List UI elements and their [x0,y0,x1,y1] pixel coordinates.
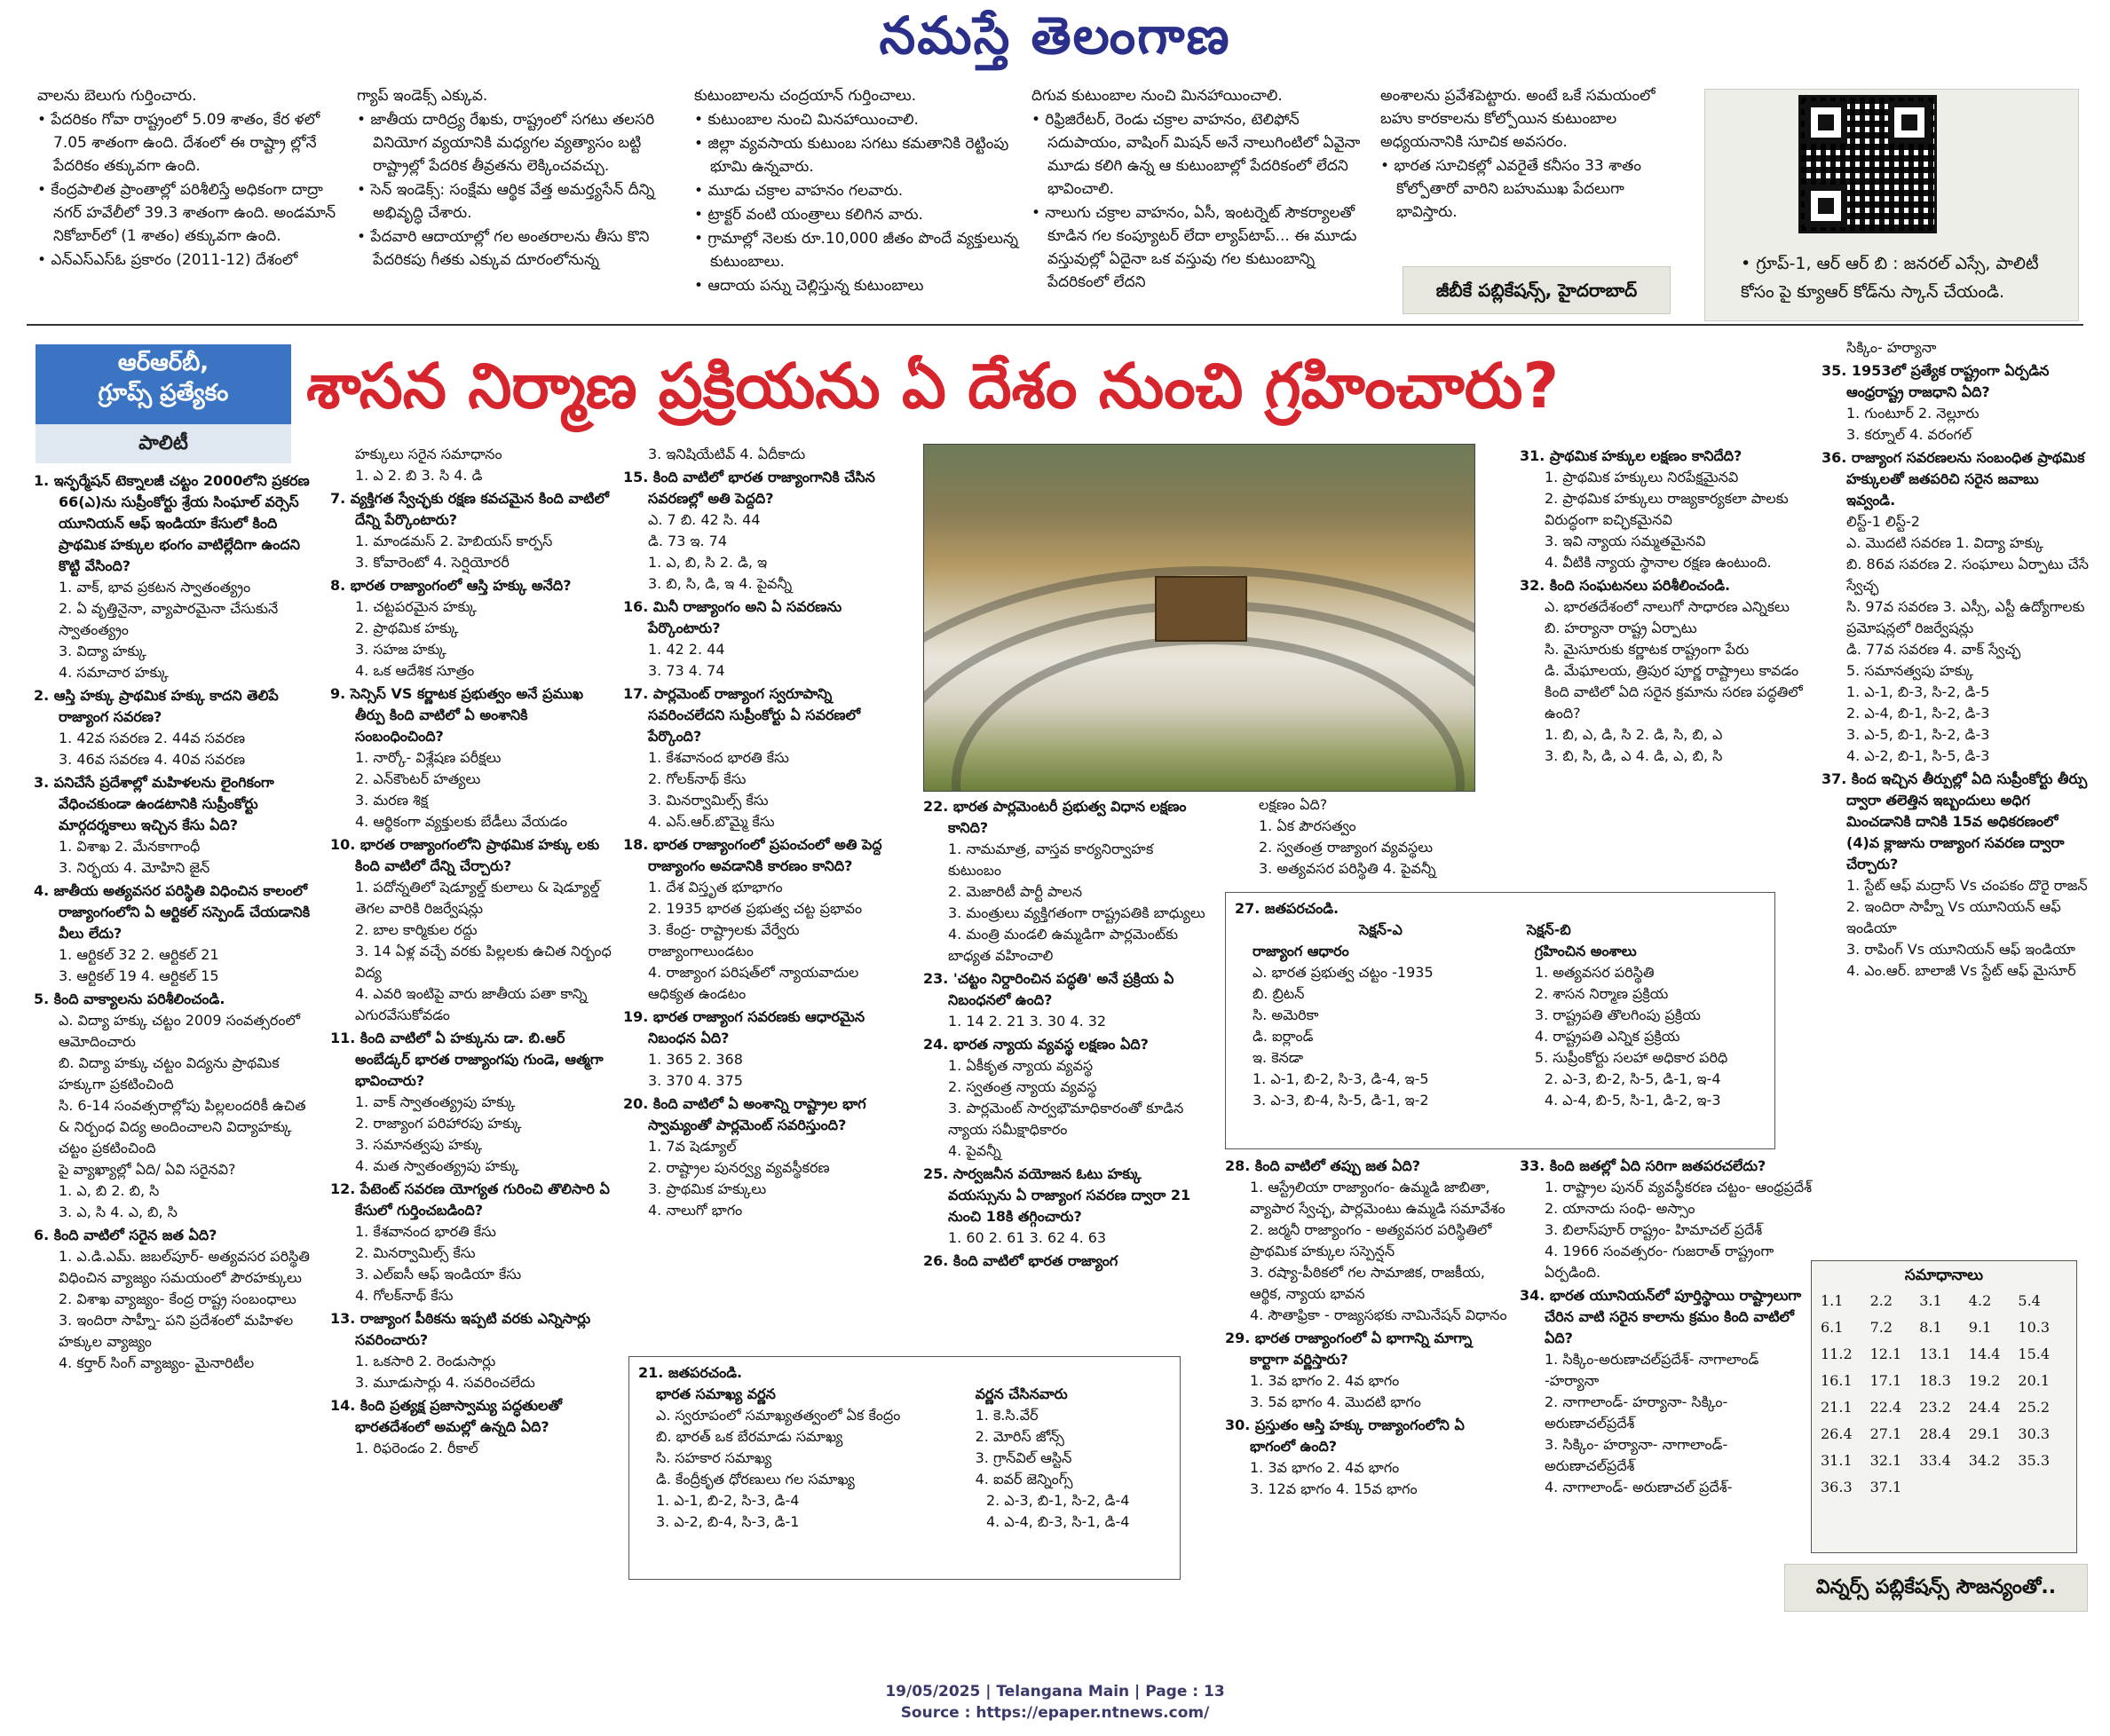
question-text: 35. 1953లో ప్రత్యేక రాష్ట్రంగా ఏర్పడిన ఆంధ్రరాష్ట్ర రాజధాని ఏది? [1822,362,2050,400]
match-left: బి. భారత్ ఒక బేరమాడు సమాఖ్య [656,1428,843,1445]
section-subject: పాలిటీ [36,424,291,463]
questions-column-7 [1822,337,2092,1234]
question-option: 4. ఎస్.ఆర్.బొమ్మై కేసు [648,813,775,830]
question-text: 31. ప్రాథమిక హక్కుల లక్షణం కానిదేది? [1520,447,1743,464]
question-text: 6. కింది వాటిలో సరైన జత ఏది? [34,1227,217,1243]
question-option: 4. పైవన్నీ [948,1142,1001,1159]
answer-item: 3.1 [1919,1292,1942,1309]
question-text: 8. భారత రాజ్యాంగంలో ఆస్తి హక్కు అనేది? [330,577,572,594]
match-answer: 4. ఎ-4, బి-5, సి-1, డి-2, ఇ-3 [1544,1092,1721,1109]
question-option: 3. రాపింగ్ Vs యూనియన్ ఆఫ్ ఇండియా [1846,941,2075,958]
answer-item: 12.1 [1869,1345,1902,1362]
answer-item: 36.3 [1821,1479,1853,1495]
question-option: 5. సమానత్వపు హక్కు [1846,662,1974,679]
question-option: 3. రష్యా-పీఠికలో గల సామాజిక, రాజకీయ, ఆర్థిక, న్యాయ భావన [1250,1264,1485,1302]
question-option: 2. బాల కార్మికుల రద్దు [355,921,478,938]
question-option: డి. మేఘాలయ, త్రిపుర పూర్ణ రాష్ట్రాలు కావడం [1545,662,1799,679]
question-option: 3. కర్నూల్ 4. వరంగల్ [1846,426,1972,443]
question-option: 2. మెజారిటీ పార్టీ పాలన [948,883,1083,900]
page-headline: శాసన నిర్మాణ ప్రక్రియను ఏ దేశం నుంచి గ్రహించారు? [306,350,1560,422]
match-right: 3. రాష్ట్రపతి తొలగింపు ప్రక్రియ [1534,1006,1701,1023]
answer-item: 28.4 [1919,1425,1951,1442]
top-column-5 [1380,84,1682,262]
answers-box [1811,1260,2077,1553]
answer-item: 13.1 [1919,1345,1951,1362]
question-option: 1. ఆస్ట్రేలియా రాజ్యాంగం- ఉమ్మడి జాబితా, వ్యాపార స్వేచ్ఛ, పార్లమెంటు ఉమ్మడి సమావేశం [1250,1179,1505,1217]
question-option: 1. ఎ, బి, సి 2. డి, ఇ [648,554,768,571]
match-answer: 3. ఎ-2, బి-4, సి-3, డి-1 [656,1513,800,1530]
top-paragraph: • గ్రామాల్లో నెలకు రూ.10,000 జీతం పొందే వ్యక్తులున్న కుటుంబాలు. [694,230,1018,271]
question-option: 1. 42 2. 44 [648,641,725,658]
answer-item: 1.1 [1821,1292,1844,1309]
questions-column-5a [1234,794,1500,892]
box21-right-head: వర్ణన చేసినవారు [975,1385,1068,1402]
question-option: 1. కేశవానంద భారతి కేసు [355,1223,496,1240]
question-option: 1. రాష్ట్రాల పునర్ వ్యవస్థీకరణ చట్టం- ఆంధ్రప్రదేశ్ [1545,1179,1812,1195]
question-option: 2. ఇందిరా సాహ్నీ Vs యూనియన్ ఆఫ్ ఇండియా [1846,898,2061,936]
question-option: 3. ఎ-5, బి-1, సి-2, డి-3 [1846,726,1990,743]
question-option: 3. 12వ భాగం 4. 15వ భాగం [1250,1480,1418,1497]
match-answer: 1. ఎ-1, బి-2, సి-3, డి-4, ఇ-5 [1253,1070,1429,1087]
answer-item: 29.1 [1968,1425,2001,1442]
question-option: 2. ఎ-4, బి-1, సి-2, డి-3 [1846,705,1990,722]
answer-item: 24.4 [1968,1399,2001,1416]
question-option: 1. చట్టపరమైన హక్కు [355,598,477,615]
questions-column-3 [623,444,905,1349]
match-answer: 1. ఎ-1, బి-2, సి-3, డి-4 [656,1492,800,1509]
question-text: 30. ప్రస్తుతం ఆస్తి హక్కు రాజ్యాంగంలోని ఏ భాగంలో ఉంది? [1225,1416,1465,1455]
match-right: 5. సుప్రీంకోర్టు సలహా అధికార పరిధి [1534,1049,1728,1066]
questions-column-5b [1225,1154,1509,1598]
question-option: 3. 370 4. 375 [648,1072,743,1089]
match-left: ఇ. కెనడా [1253,1049,1304,1066]
question-option: 1. రిఫరెండం 2. రీకాల్ [355,1440,478,1456]
question-option: 1. ఆర్టికల్ 32 2. ఆర్టికల్ 21 [59,946,219,963]
top-paragraph: గ్యాప్ ఇండెక్స్ ఎక్కువ. [357,87,488,105]
question-text: 33. కింది జతల్లో ఏది సరిగా జతపరచలేదు? [1520,1157,1766,1174]
top-paragraph: • ఆదాయ పన్ను చెల్లిస్తున్న కుటుంబాలు [694,277,924,295]
question-option: 4. మంత్రి మండలి ఉమ్మడిగా పార్లమెంట్‌కు బాధ్యత వహించాలి [948,926,1179,964]
match-right: 3. గ్రాన్‌విల్ ఆస్టిన్ [975,1449,1072,1466]
top-paragraph: • పేదరికం గోవా రాష్ట్రంలో 5.09 శాతం, కేర ళలో 7.05 శాతంగా ఉంది. దేశంలో ఈ రాష్ట్రా ల్లోనే పేదరికం తక్కువగా ఉంది. [37,111,320,175]
answer-item: 35.3 [2018,1452,2051,1469]
answer-item: 8.1 [1919,1319,1942,1336]
box27-right-head: గ్రహించిన అంశాలు [1534,943,1637,959]
question-text: 32. కింది సంఘటనలు పరిశీలించండి. [1520,577,1731,594]
gbk-credit: జీబీకే పబ్లికేషన్స్, హైదరాబాద్ [1403,266,1671,314]
question-option: 4. ఎవరి ఇంటిపై వారు జాతీయ పతా కాన్ని ఎగురవేసుకోవడం [355,985,588,1023]
question-option: 4. వీటికి న్యాయ స్థానాల రక్షణ ఉంటుంది. [1545,554,1772,571]
question-option: 3. ఇనిషియేటివ్ 4. ఏదీకాదు [648,446,806,462]
match-right: 1. కె.సి.వేర్ [975,1407,1039,1424]
question-option: పై వ్యాఖ్యాల్లో ఏది/ ఏవి సరైనవి? [59,1161,236,1178]
question-option: 4. కర్తార్ సింగ్ వ్యాజ్యం- మైనారిటీల [59,1354,255,1371]
top-column-1 [37,84,348,306]
question-option: బి. 86వ సవరణ 2. సంఘాలు ఏర్పాటు చేసే స్వేచ్ఛ [1846,556,2090,594]
question-option: 3. బిలాస్‌పూర్ రాష్ట్రం- హిమాచల్ ప్రదేశ్ [1545,1221,1763,1238]
question-option: 1. దేశ విస్తృత భూభాగం [648,879,783,896]
match-answer: 3. ఎ-3, బి-4, సి-5, డి-1, ఇ-2 [1253,1092,1429,1109]
question-option: 1. మాండమస్ 2. హెబియస్ కార్పస్ [355,533,553,549]
box27-left-head: రాజ్యాంగ ఆధారం [1253,943,1349,959]
question-option: 4. మత స్వాతంత్య్రపు హక్కు [355,1157,519,1174]
question-option: 2. స్వతంత్ర రాజ్యాంగ వ్యవస్థలు [1259,839,1434,856]
question-option: 3. అత్యవసర పరిస్థితి 4. పైవన్నీ [1259,860,1436,877]
top-paragraph: • పేదవారి ఆదాయాల్లో గల అంతరాలను తీసు కొని పేదరికపు గీతకు ఎక్కువ దూరంలోనున్న [357,228,650,269]
question-option: ఎ. విద్యా హక్కు చట్టం 2009 సంవత్సరంలో ఆమోదించారు [59,1012,300,1050]
question-option: 3. ఎ, సి 4. ఎ, బి, సి [59,1203,178,1220]
match-box-21 [628,1356,1181,1580]
question-option: 4. 1966 సంవత్సరం- గుజరాత్ రాష్ట్రంగా ఏర్పడింది. [1545,1243,1774,1281]
answer-item: 4.2 [1968,1292,1992,1309]
questions-column-4 [923,794,1205,1345]
question-option: 2. మినర్వామిల్స్ కేసు [355,1244,476,1261]
question-option: 1. 3వ భాగం 2. 4వ భాగం [1250,1459,1400,1476]
top-paragraph: • మూడు చక్రాల వాహనం గలవారు. [694,182,904,200]
answer-item: 34.2 [1968,1452,2001,1469]
match-right: 4. ఐవర్ జెన్నింగ్స్ [975,1471,1073,1487]
question-option: 1. వాక్ స్వాతంత్య్రపు హక్కు [355,1093,516,1110]
answer-item: 32.1 [1869,1452,1902,1469]
question-option: 2. రాజ్యాంగ పరిహారపు హక్కు [355,1115,522,1132]
question-option: సి. 97వ సవరణ 3. ఎస్సీ, ఎస్టీ ఉద్యోగాలకు ప్రమోషన్లలో రిజర్వేషన్లు [1846,598,2085,636]
top-paragraph: • జాతీయ దారిద్ర్య రేఖకు, రాష్ట్రంలో సగటు తలసరి వినియోగ వ్యయానికి మధ్యగల వ్యత్యాసం బట్టి రాష్ట్రాల్లో పేదరిక తీవ్రతను లెక్కించవచ్చు. [357,111,655,175]
question-option: బి. హర్యానా రాష్ట్ర ఏర్పాటు [1545,619,1697,636]
question-option: 1. బి, ఎ, డి, సి 2. డి, సి, బి, ఎ [1545,726,1723,743]
question-option: 3. కేంద్ర- రాష్ట్రాలకు వేర్వేరు రాజ్యాంగాలుండటం [648,921,800,959]
question-option: 3. ఇవి న్యాయ సమ్మతమైనవి [1545,533,1706,549]
question-option: 2. ఏ వృత్తినైనా, వ్యాపారమైనా చేసుకునే స్వాతంత్య్రం [59,600,279,638]
top-paragraph: • నాలుగు చక్రాల వాహనం, ఏసీ, ఇంటర్నెట్ సౌకర్యాలతో కూడిన గల కంప్యూటర్ లేదా ల్యాప్‌టాప్... ఈ మూడు వస్తువుల్లో ఏదైనా ఒక వస్తువు గల కుటుంబాన్ని పేదరికంలో లేదని [1031,204,1357,291]
question-option: 1. ప్రాథమిక హక్కులు నిరపేక్షమైనవి [1545,469,1739,485]
question-option: 3. 14 ఏళ్ల వచ్చే వరకు పిల్లలకు ఉచిత నిర్బంధ విద్య [355,943,612,981]
question-text: 10. భారత రాజ్యాంగంలోని ప్రాథమిక హక్కు లకు కింది వాటిలో దేన్ని చేర్చారు? [330,836,600,874]
top-paragraph: అంశాలను ప్రవేశపెట్టారు. అంటే ఒకే సమయంలో బహు కారకాలను కోల్పోయిన కుటుంబాల అధ్యయనానికి సూచిక అవసరం. [1380,87,1656,151]
question-option: 4. నాగాలాండ్- అరుణాచల్ ప్రదేశ్- [1545,1479,1733,1495]
question-text: 5. కింది వాక్యాలను పరిశీలించండి. [34,990,225,1007]
match-row [638,1448,1171,1469]
question-text: 29. భారత రాజ్యాంగంలో ఏ భాగాన్ని మాగ్నా కార్టాగా వర్ణిస్తారు? [1225,1330,1473,1368]
match-right: 4. రాష్ట్రపతి ఎన్నిక ప్రక్రియ [1534,1028,1680,1045]
assembly-photo [923,444,1475,792]
question-text: 23. 'చట్టం నిర్దారించిన పద్ధతి' అనే ప్రక్రియ ఏ నిబంధనలో ఉంది? [923,970,1174,1008]
question-option: 2. ప్రాథమిక హక్కులు రాజ్యకార్యకలా పాలకు విరుద్ధంగా ఐచ్ఛికమైనవి [1545,490,1789,528]
box21-left-head: భారత సమాఖ్య వర్ణన [656,1385,776,1402]
question-text: 24. భారత న్యాయ వ్యవస్థ లక్షణం ఏది? [923,1036,1149,1053]
question-option: 1. ఎ-1, బి-3, సి-2, డి-5 [1846,683,1990,700]
top-paragraph: కుటుంబాలను చంద్రయాన్ గుర్తించాలు. [694,87,917,105]
section-tag [36,344,291,424]
top-paragraph: • జిల్లా వ్యవసాయ కుటుంబ సగటు కమతానికి రెట్టింపు భూమి ఉన్నవారు. [694,135,1009,176]
winners-credit: విన్నర్స్ పబ్లికేషన్స్ సౌజన్యంతో.. [1784,1564,2088,1612]
question-option: 4. గోలక్‌నాథ్ కేసు [355,1287,454,1304]
question-text: 17. పార్లమెంట్ రాజ్యాంగ స్వరూపాన్ని సవరించలేదని సుప్రీంకోర్టు ఏ సవరణలో పేర్కొంది? [623,685,861,745]
question-option: 3. ఇందిరా సాహ్నీ- పని ప్రదేశంలో మహిళల హక్కుల వ్యాజ్యం [59,1312,294,1350]
question-option: సి. మైసూరుకు కర్ణాటక రాష్ట్రంగా పేరు [1545,641,1750,658]
top-column-3 [694,84,1023,306]
qr-caption: • గ్రూప్-1, ఆర్ ఆర్ బి : జనరల్ ఎస్సే, పాలిటీ కోసం పై క్యూఆర్ కోడ్‌ను స్కాన్ చేయండి. [1741,254,2039,302]
question-option: 1. కేశవానంద భారతి కేసు [648,749,789,766]
question-text: 16. మినీ రాజ్యాంగం అని ఏ సవరణను పేర్కొంటారు? [623,598,842,636]
question-option: 3. సిక్కిం- హర్యానా- నాగాలాండ్-అరుణాచల్‌ప్రదేశ్ [1545,1436,1728,1474]
question-option: 4. నాలుగో భాగం [648,1202,743,1219]
top-paragraph: దిగువ కుటుంబాల నుంచి మినహాయించాలి. [1031,87,1283,105]
answer-item: 25.2 [2018,1399,2051,1416]
question-option: 1. నామమాత్ర, వాస్తవ కార్యనిర్వాహక కుటుంబం [948,840,1154,879]
answer-item: 14.4 [1968,1345,2001,1362]
question-option: 1. స్టేట్ ఆఫ్ మద్రాస్ Vs చంపకం దొరై రాజన్ [1846,877,2088,894]
answer-item: 17.1 [1869,1372,1902,1389]
question-option: 1. 7వ షెడ్యూల్ [648,1138,737,1155]
section-tag-line1: ఆర్ఆర్‌బీ, [117,350,209,376]
question-option: 3. మంత్రులు వ్యక్తిగతంగా రాష్ట్రపతికి బాధ్యులు [948,904,1205,921]
box27-right-section: సెక్షన్-బి [1526,921,1571,938]
match-row [638,1405,1171,1426]
question-text: 36. రాజ్యాంగ సవరణలను సంబంధిత ప్రాథమిక హక్కులతో జతపరిచి సరైన జవాబు ఇవ్వండి. [1822,449,2085,509]
match-left: ఎ. స్వరూపంలో సమాఖ్యతత్వంలో ఏక కేంద్రం [656,1407,901,1424]
question-text: 14. కింది ప్రత్యక్ష ప్రజాస్వామ్య పద్ధతులతో భారతదేశంలో అమల్లో ఉన్నది ఏది? [330,1397,562,1435]
answer-item: 11.2 [1821,1345,1853,1362]
answer-item: 23.2 [1919,1399,1951,1416]
question-option: 2. రాష్ట్రాల పునర్వ్య వ్యవస్థీకరణ [648,1159,830,1176]
footer-date-line: 19/05/2025 | Telangana Main | Page : 13 [885,1683,1225,1700]
question-option: 3. 73 4. 74 [648,662,725,679]
question-option: 3. నిర్భయ 4. మోహిని జైన్ [59,859,210,876]
question-option: డి. 77వ సవరణ 4. వాక్ స్వేచ్ఛ [1846,641,2021,658]
questions-column-1 [34,469,316,1587]
match-left: సి. అమెరికా [1253,1006,1319,1023]
masthead-title: నమస్తే తెలంగాణ [879,5,1231,66]
top-paragraph: వాలను బెలుగు గుర్తించారు. [37,87,197,105]
section-tag-line2: గ్రూప్స్ ప్రత్యేకం [98,380,229,406]
match-right: 1. అత్యవసర పరిస్థితి [1534,964,1655,981]
question-option: 2. స్వతంత్ర న్యాయ వ్యవస్థ [948,1078,1097,1095]
answer-item: 7.2 [1869,1319,1893,1336]
question-option: 1. 60 2. 61 3. 62 4. 63 [948,1229,1107,1246]
question-text: 34. భారత యూనియన్‌లో పూర్తిస్థాయి రాష్ట్రాలుగా చేరిన వాటి సరైన కాలాను క్రమం కింది వాటిలో ఏది? [1520,1287,1802,1346]
top-paragraph: • ట్రాక్టర్ వంటి యంత్రాలు కలిగిన వారు. [694,206,923,224]
match-right: 2. శాసన నిర్మాణ ప్రక్రియ [1534,985,1669,1002]
answer-item: 10.3 [2018,1319,2051,1336]
answers-title: సమాధానాలు [1904,1266,1984,1284]
question-option: సిక్కిం- హర్యానా [1846,339,1937,356]
question-text: 3. పనిచేసే ప్రదేశాల్లో మహిళలను లైంగికంగా వేధించకుండా ఉండటానికి సుప్రీంకోర్టు మార్గదర్శకాలు ఇచ్చిన కేసు ఏది? [34,774,274,833]
answer-item: 21.1 [1821,1399,1853,1416]
question-text: 18. భారత రాజ్యాంగంలో ప్రపంచంలో అతి పెద్ద రాజ్యాంగం అవడానికి కారణం కానిది? [623,836,882,874]
question-option: 1. నార్కో- విశ్లేషణ పరీక్షలు [355,749,502,766]
match-left: ఎ. భారత ప్రభుత్వ చట్టం -1935 [1253,964,1434,981]
question-option: 1. ఎ 2. బి 3. సి 4. డి [355,467,483,484]
top-column-2 [357,84,685,306]
question-option: 1. ఏకీకృత న్యాయ వ్యవస్థ [948,1057,1094,1074]
question-option: 1. పదోన్నతిలో షెడ్యూల్డ్ కులాలు & షెడ్యూల్డ్ తెగల వారికి రిజర్వేషన్లు [355,879,600,917]
top-paragraph: • సెన్ ఇండెక్స్: సంక్షేమ ఆర్థిక వేత్త అమర్త్యసేన్ దీన్ని అభివృద్ధి చేశారు. [357,181,655,222]
question-text: 25. సార్వజనీన వయోజన ఓటు హక్కు వయస్సును ఏ రాజ్యాంగ సవరణ ద్వారా 21 నుంచి 18కి తగ్గించారు? [923,1165,1191,1225]
questions-column-6 [1520,444,1808,1149]
question-option: 3. 5వ భాగం 4. మొదటి భాగం [1250,1393,1421,1410]
question-option: 2. గోలక్‌నాథ్ కేసు [648,770,747,787]
answer-item: 33.4 [1919,1452,1951,1469]
question-text: 9. సెన్సిస్ VS కర్ణాటక ప్రభుత్వం అనే ప్రముఖ తీర్పు కింది వాటిలో ఏ అంశానికి సంబంధించింది? [330,685,584,745]
match-row [638,1426,1171,1448]
question-option: 3. మూడుసార్లు 4. సవరించలేదు [355,1374,535,1391]
question-option: 1. 14 2. 21 3. 30 4. 32 [948,1013,1107,1030]
match-left: డి. కేంద్రీకృత ధోరణులు గల సమాఖ్య [656,1471,855,1487]
question-option: 1. 365 2. 368 [648,1051,743,1068]
question-option: లక్షణం ఏది? [1259,796,1328,813]
question-option: 4. ఆర్థికంగా వ్యక్తులకు బేడీలు వేయడం [355,813,568,830]
match-answer: 2. ఎ-3, బి-2, సి-5, డి-1, ఇ-4 [1544,1070,1721,1087]
answer-item: 26.4 [1821,1425,1853,1442]
question-option: 3. 46వ సవరణ 4. 40వ సవరణ [59,751,246,768]
question-text: 20. కింది వాటిలో ఏ అంశాన్ని రాష్ట్రాల భాగ స్వామ్యంతో పార్లమెంట్ సవరిస్తుంది? [623,1095,866,1133]
question-option: 3. సహజ హక్కు [355,641,446,658]
question-option: 4. రాజ్యాంగ పరిషత్‌లో న్యాయవాదుల ఆధిక్యత ఉండటం [648,964,859,1002]
question-option: 1. ఏక పౌరసత్వం [1259,817,1356,834]
answer-item: 19.2 [1968,1372,2001,1389]
answer-item: 22.4 [1869,1399,1902,1416]
answer-item: 15.4 [2018,1345,2051,1362]
question-option: 3. పార్లమెంట్ సార్వభౌమాధికారంతో కూడిన న్యాయ సమీక్షాధికారం [948,1100,1184,1138]
question-text: 11. కింది వాటిలో ఏ హక్కును డా. బి.ఆర్ అంబేడ్కర్ భారత రాజ్యాంగపు గుండె, ఆత్మగా భావించారు? [330,1030,604,1089]
top-paragraph: • రిఫ్రిజిరేటర్, రెండు చక్రాల వాహనం, టెలిఫోన్ సదుపాయం, వాషింగ్ మిషన్ అనే నాలుగింటిలో ఏవైనా మూడు కలిగి ఉన్న ఆ కుటుంబాల్లో పేదరికంలో లేదని భావించాలి. [1031,111,1361,198]
question-option: 3. బి, సి, డి, ఎ 4. డి, ఎ, బి, సి [1545,747,1723,764]
question-option: 2. ఎన్‌కౌంటర్ హత్యలు [355,770,481,787]
answer-item: 20.1 [2018,1372,2051,1389]
question-text: 26. కింది వాటిలో భారత రాజ్యాంగ [923,1252,1118,1269]
question-option: 1. 3వ భాగం 2. 4వ భాగం [1250,1372,1400,1389]
answer-item: 16.1 [1821,1372,1853,1389]
top-paragraph: • కేంద్రపాలిత ప్రాంతాల్లో పరిశీలిస్తే అధికంగా దాద్రా నగర్ హవేలీలో 39.3 శాతంగా ఉంది. అండమాన్ నికోబార్‌లో (1 శాతం) తక్కువగా ఉంది. [37,181,336,245]
question-text: 4. జాతీయ అత్యవసర పరిస్థితి విధించిన కాలంలో రాజ్యాంగంలోని ఏ ఆర్టికల్ సస్పెండ్ చేయడానికి వీలు లేదు? [34,882,311,942]
match-left: డి. ఐర్లాండ్ [1253,1028,1314,1045]
answer-item: 31.1 [1821,1452,1853,1469]
question-text: 7. వ్యక్తిగత స్వేచ్ఛకు రక్షణ కవచమైన కింది వాటిలో దేన్ని పేర్కొంటారు? [330,490,609,528]
question-text: 2. ఆస్తి హక్కు ప్రాథమిక హక్కు కాదని తెలిపే రాజ్యాంగ సవరణ? [34,687,279,725]
answer-item: 27.1 [1869,1425,1902,1442]
footer-source-line: Source : https://epaper.ntnews.com/ [900,1704,1210,1722]
question-option: ఎ. 7 బి. 42 సి. 44 [648,511,761,528]
answer-item: 5.4 [2018,1292,2041,1309]
answer-item: 37.1 [1869,1479,1902,1495]
question-option: 1. విశాఖ 2. మేనకాగాంధీ [59,838,201,855]
question-option: 1. ఒకసారి 2. రెండుసార్లు [355,1353,496,1369]
question-option: 2. 1935 భారత ప్రభుత్వ చట్ట ప్రభావం [648,900,863,917]
question-option: 1. ఎ, బి 2. బి, సి [59,1182,160,1199]
questions-column-2 [330,444,612,1589]
question-option: 4. ఎం.ఆర్. బాలాజీ Vs స్టేట్ ఆఫ్ మైసూర్ [1846,962,2076,979]
section-divider [27,324,2083,326]
answers-grid [1821,1288,2067,1501]
question-text: 28. కింది వాటిలో తప్పు జత ఏది? [1225,1157,1421,1174]
qr-panel [1704,89,2079,321]
question-option: 2. విశాఖ వ్యాజ్యం- కేంద్ర రాష్ట్ర సంబంధాలు [59,1290,296,1307]
question-text: 15. కింది వాటిలో భారత రాజ్యాంగానికి చేసిన సవరణల్లో అతి పెద్దది? [623,469,875,507]
question-text: 19. భారత రాజ్యాంగ సవరణకు ఆధారమైన నిబంధన ఏది? [623,1008,865,1046]
question-option: 2. నాగాలాండ్- హర్యానా- సిక్కిం- అరుణాచల్‌ప్రదేశ్ [1545,1393,1728,1432]
match-left: సి. సహకార సమాఖ్య [656,1449,772,1466]
question-option: 1. వాక్, భావ ప్రకటన స్వాతంత్య్రం [59,579,251,596]
question-text: 13. రాజ్యాంగ పీఠికను ఇప్పటి వరకు ఎన్నిసార్లు సవరించారు? [330,1310,591,1348]
top-paragraph: • భారత సూచికల్లో ఎవరైతే కనీసం 33 శాతం కోల్పోతారో వారిని బహుముఖ పేదలుగా భావిస్తారు. [1380,157,1641,221]
question-option: 2. యానాదు సంధి- అస్సాం [1545,1200,1695,1217]
box27-title: 27. జతపరచండి. [1235,900,1339,917]
question-option: 2. ప్రాథమిక హక్కు [355,619,459,636]
answer-item: 9.1 [1968,1319,1992,1336]
question-option: ఎ. మొదటి సవరణ 1. విద్యా హక్కు [1846,534,2043,551]
question-option: హక్కులు సరైన సమాధానం [355,446,502,462]
match-answer: 4. ఎ-4, బి-3, సి-1, డి-4 [986,1513,1130,1530]
question-option: 4. ఎ-2, బి-1, సి-5, డి-3 [1846,747,1990,764]
question-text: 37. కింద ఇచ్చిన తీర్పుల్లో ఏది సుప్రీంకోర్టు తీర్పు ద్వారా తలెత్తిన ఇబ్బందులు అధిగ మించడానికి దానికి 15వ అధికరణంలో (4)వ క్లాజును రాజ్యాంగ సవరణ ద్వారా చేర్చారు? [1822,770,2088,872]
question-text: 22. భారత పార్లమెంటరీ ప్రభుత్వ విధాన లక్షణం కానిది? [923,798,1187,836]
top-column-4 [1031,84,1369,306]
question-option: 1. ఎ.డి.ఎమ్. జబల్‌పూర్- అత్యవసర పరిస్థితి విధించిన వ్యాజ్యం సమయంలో పౌరహక్కులు [59,1248,310,1286]
question-option: 1. గుంటూర్ 2. నెల్లూరు [1846,405,1980,422]
questions-column-6b [1520,1154,1813,1598]
question-option: బి. విద్యా హక్కు చట్టం విద్యను ప్రాథమిక హక్కుగా ప్రకటించింది [59,1054,280,1093]
match-right: 2. మోరిస్ జోన్స్ [975,1428,1064,1445]
question-option: లిస్ట్-1 లిస్ట్-2 [1846,513,1920,530]
box21-title: 21. జతపరచండి. [638,1364,743,1381]
question-option: 3. ఎల్ఐసీ ఆఫ్ ఇండియా కేసు [355,1266,522,1282]
question-option: 1. 42వ సవరణ 2. 44వ సవరణ [59,730,246,746]
match-answer: 2. ఎ-3, బి-1, సి-2, డి-4 [986,1492,1130,1509]
answer-item: 18.3 [1919,1372,1951,1389]
question-option: 4. ఒక ఆదేశిక సూత్రం [355,662,475,679]
top-paragraph: • కుటుంబాల నుంచి మినహాయించాలి. [694,111,919,129]
question-option: 3. విద్యా హక్కు [59,643,146,659]
question-option: 4. సమాచార హక్కు [59,664,169,681]
question-option: 3. మినర్వామిల్స్ కేసు [648,792,769,809]
question-text: 12. పేటెంట్ సవరణ యోగ్యత గురించి తొలిసారి ఏ కేసులో గుర్తించబడింది? [330,1180,610,1219]
question-option: డి. 73 ఇ. 74 [648,533,728,549]
qr-code-icon[interactable] [1798,95,1937,233]
question-option: 2. జర్మనీ రాజ్యాంగం - అత్యవసర పరిస్థితిలో ప్రాథమిక హక్కుల సస్పెన్షన్ [1250,1221,1492,1259]
question-option: 4. సౌతాఫ్రికా - రాజ్యసభకు నామినేషన్ విధానం [1250,1306,1507,1323]
answer-item: 6.1 [1821,1319,1844,1336]
match-left: బి. బ్రిటన్ [1253,985,1305,1002]
question-option: 3. ప్రాథమిక హక్కులు [648,1180,767,1197]
answer-item: 30.3 [2018,1425,2051,1442]
question-option: 3. సమానత్వపు హక్కు [355,1136,483,1153]
match-row [638,1469,1171,1490]
box27-left-section: సెక్షన్-ఎ [1359,921,1403,938]
question-option: 3. ఆర్టికల్ 19 4. ఆర్టికల్ 15 [59,967,219,984]
question-option: 1. సిక్కిం-అరుణాచల్‌ప్రదేశ్- నాగాలాండ్ -హర్యానా [1545,1351,1759,1389]
question-option: కింది వాటిలో ఏది సరైన క్రమాను సరణ పద్ధతిలో ఉంది? [1545,683,1803,722]
answer-item: 2.2 [1869,1292,1893,1309]
question-option: 3. బి, సి, డి, ఇ 4. పైవన్నీ [648,575,793,592]
question-option: 3. మరణ శిక్ష [355,792,429,809]
question-option: 3. కోవారెంటో 4. సెర్షియోరరీ [355,554,510,571]
question-option: ఎ. భారతదేశంలో నాలుగో సాధారణ ఎన్నికలు [1545,598,1790,615]
top-paragraph: • ఎన్ఎస్ఎస్ఓ ప్రకారం (2011-12) దేశంలో [37,251,298,269]
question-text: 1. ఇన్ఫర్మేషన్ టెక్నాలజీ చట్టం 2000లోని ప్రకరణ 66(ఎ)ను సుప్రీంకోర్టు శ్రేయ సింఘాల్ వర్సెస్ యూనియన్ ఆఫ్ ఇండియా కేసులో కింది ప్రాథమిక హక్కుల భంగం వాటిల్లేదిగా ఉందని కొట్టి వేసింది? [34,472,310,574]
question-option: సి. 6-14 సంవత్సరాల్లోపు పిల్లలందరికీ ఉచిత & నిర్బంధ విద్య అందించాలని విద్యాహక్కు చట్టం ప్రకటించింది [59,1097,306,1156]
